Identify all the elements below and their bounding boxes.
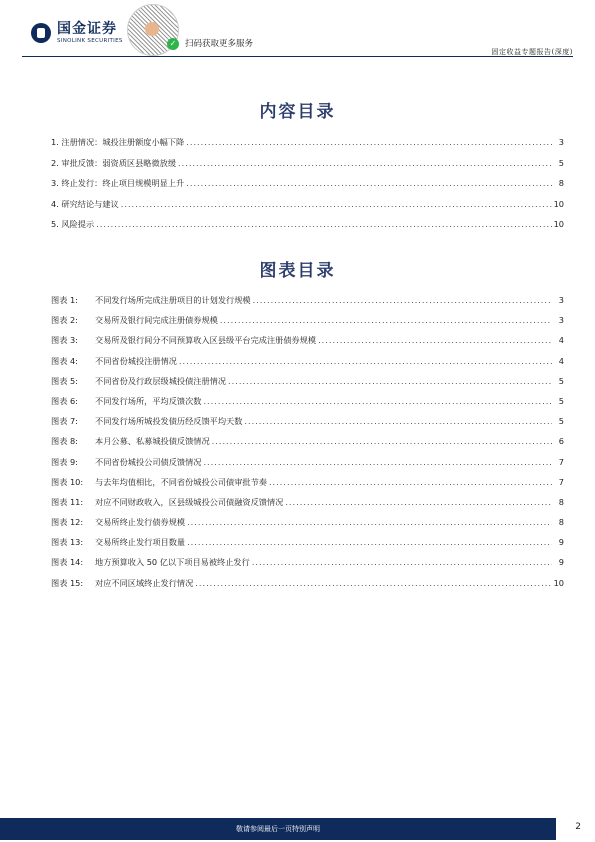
figure-caption: 地方预算收入 50 亿以下项目易被终止发行: [95, 557, 250, 568]
toc-entry[interactable]: [51, 557, 564, 567]
toc-entry-label: [51, 457, 201, 467]
toc-entry[interactable]: [51, 537, 564, 547]
dot-leader: [318, 335, 552, 345]
toc-entry-label: 4. 研究结论与建议: [51, 198, 119, 209]
toc-entry-label: [51, 356, 177, 366]
figure-number: 图表 8:: [51, 436, 78, 447]
toc-entry[interactable]: [51, 335, 564, 345]
figure-number: 图表 9:: [51, 456, 78, 467]
toc-entry-page: 10: [553, 198, 564, 209]
figure-number: 图表 4:: [51, 355, 78, 366]
figure-number: 图表 10:: [51, 476, 84, 487]
toc-entry-label: [51, 376, 226, 386]
figures-title: 图表目录: [259, 261, 336, 281]
toc-entry[interactable]: [51, 477, 564, 487]
dot-leader: [220, 315, 552, 325]
page-number: 2: [575, 822, 581, 832]
toc-entry-page: 5: [558, 416, 564, 427]
toc-entry-page: 10: [553, 577, 564, 588]
figure-caption: 本月公募、私募城投债反馈情况: [95, 436, 210, 447]
figure-caption: 不同发行场所城投发债历经反馈平均天数: [95, 416, 243, 427]
toc-entry[interactable]: [51, 315, 564, 325]
toc-entry-label: [51, 416, 242, 426]
wechat-icon: ✓: [167, 38, 179, 50]
toc-entry-page: 6: [558, 436, 564, 447]
toc-entry[interactable]: [51, 376, 564, 386]
figures-list: [51, 295, 564, 598]
toc-entry-page: 9: [558, 557, 564, 568]
dot-leader: [285, 497, 552, 507]
figure-caption: 不同省份城投公司债反馈情况: [95, 456, 202, 467]
figure-caption: 交易所及银行间完成注册债券规模: [95, 315, 218, 326]
toc-entry[interactable]: [51, 219, 564, 229]
toc-entry-label: [51, 517, 185, 527]
toc-entry[interactable]: [51, 457, 564, 467]
figure-number: 图表 2:: [51, 315, 78, 326]
toc-entry-label: 3. 终止发行：终止项目规模明显上升: [51, 178, 185, 188]
toc-entry-label: [51, 578, 193, 588]
logo-chinese-name: 国金证券: [57, 21, 117, 37]
toc-entry-label: [51, 396, 201, 406]
toc-entry-label: [51, 295, 251, 305]
toc-entry-label: [51, 335, 316, 345]
dot-leader: [195, 578, 551, 588]
figure-number: 图表 12:: [51, 517, 84, 528]
figure-caption: 对应不同区域终止发行情况: [95, 577, 194, 588]
toc-entry-page: 3: [558, 295, 564, 305]
toc-entry[interactable]: [51, 578, 564, 588]
dot-leader: [186, 137, 552, 147]
qr-caption: 扫码获取更多服务: [185, 39, 254, 49]
toc-entry-label: 5. 风险提示: [51, 219, 95, 229]
dot-leader: [187, 517, 552, 527]
sinolink-logo[interactable]: [31, 22, 123, 46]
toc-entry-page: 4: [558, 355, 564, 366]
toc-entry-page: 7: [558, 476, 564, 487]
dot-leader: [187, 537, 552, 547]
dot-leader: [203, 457, 552, 467]
toc-entry-page: 10: [553, 219, 564, 229]
figure-caption: 不同省份城投注册情况: [95, 355, 177, 366]
figure-number: 图表 14:: [51, 557, 84, 568]
dot-leader: [252, 557, 552, 567]
toc-entry-label: 2. 审批反馈：弱资质区县略微放缓: [51, 157, 177, 168]
toc-entry[interactable]: [51, 436, 564, 446]
sinolink-logo-icon: [31, 23, 51, 43]
figure-caption: 不同发行场所，平均反馈次数: [95, 395, 202, 406]
figure-number: 图表 11:: [51, 496, 84, 507]
toc-entry-label: [51, 436, 210, 446]
dot-leader: [121, 199, 552, 209]
toc-entry-page: 8: [558, 178, 564, 188]
toc-entry-page: 9: [558, 537, 564, 548]
toc-entry-label: [51, 477, 267, 487]
toc-entry[interactable]: [51, 137, 564, 147]
figure-caption: 交易所终止发行项目数量: [95, 537, 186, 548]
figure-number: 图表 3:: [51, 335, 78, 346]
toc-entry-label: [51, 497, 283, 507]
toc-entry-page: 3: [558, 315, 564, 326]
report-type: 固定收益专题报告(深度): [491, 48, 573, 56]
toc-entry[interactable]: [51, 178, 564, 188]
figure-caption: 交易所及银行间分不同预算收入区县级平台完成注册债券规模: [95, 335, 317, 346]
toc-entry[interactable]: [51, 356, 564, 366]
toc-entry-page: 4: [558, 335, 564, 346]
figure-number: 图表 7:: [51, 416, 78, 427]
toc-entry-label: 1. 注册情况：城投注册额度小幅下降: [51, 137, 185, 147]
dot-leader: [186, 178, 552, 188]
toc-entry-label: [51, 315, 218, 325]
dot-leader: [228, 376, 552, 386]
toc-entry[interactable]: [51, 199, 564, 209]
toc-entry[interactable]: [51, 396, 564, 406]
toc-entry[interactable]: [51, 295, 564, 305]
figure-caption: 不同发行场所完成注册项目的计划发行规模: [95, 295, 251, 305]
figure-caption: 对应不同财政收入，区县级城投公司债融资反馈情况: [95, 496, 284, 507]
page-header: [0, 0, 595, 60]
contents-list: [51, 137, 564, 240]
toc-entry-page: 3: [558, 137, 564, 147]
toc-entry-page: 8: [558, 517, 564, 528]
figure-number: 图表 15:: [51, 577, 84, 588]
figure-number: 图表 5:: [51, 375, 78, 386]
toc-entry-page: 7: [558, 456, 564, 467]
toc-entry-page: 8: [558, 496, 564, 507]
toc-entry-label: [51, 537, 185, 547]
logo-english-name: SINOLINK SECURITIES: [57, 38, 123, 44]
figure-number: 图表 13:: [51, 537, 84, 548]
dot-leader: [96, 219, 551, 229]
dot-leader: [178, 158, 552, 168]
toc-entry-page: 5: [558, 395, 564, 406]
header-divider: [22, 56, 573, 57]
dot-leader: [179, 356, 552, 366]
figure-caption: 不同省份及行政层级城投债注册情况: [95, 375, 227, 386]
toc-entry[interactable]: [51, 416, 564, 426]
dot-leader: [244, 416, 552, 426]
toc-entry[interactable]: [51, 497, 564, 507]
figure-caption: 与去年均值相比，不同省份城投公司债审批节奏: [95, 476, 267, 487]
figure-number: 图表 6:: [51, 395, 78, 406]
toc-entry-label: [51, 557, 250, 567]
toc-entry-page: 5: [558, 375, 564, 386]
dot-leader: [212, 436, 552, 446]
dot-leader: [203, 396, 552, 406]
dot-leader: [269, 477, 552, 487]
footer-bar: [0, 818, 556, 840]
toc-entry-page: 5: [558, 157, 564, 168]
figure-number: 图表 1:: [51, 295, 78, 305]
footer-disclaimer[interactable]: 敬请参阅最后一页特别声明: [236, 825, 320, 833]
contents-title: 内容目录: [259, 102, 336, 122]
figure-caption: 交易所终止发行债券规模: [95, 517, 186, 528]
toc-entry[interactable]: [51, 158, 564, 168]
toc-entry[interactable]: [51, 517, 564, 527]
dot-leader: [253, 295, 552, 305]
